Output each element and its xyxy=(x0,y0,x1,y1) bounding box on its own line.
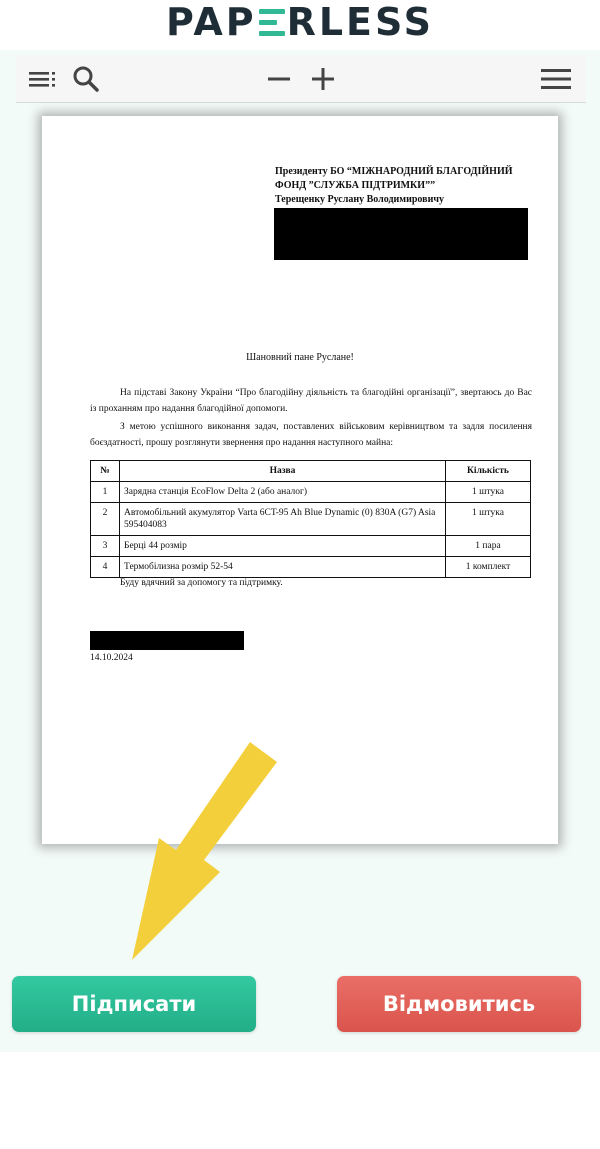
greeting: Шановний пане Руслане! xyxy=(246,352,354,363)
header-number: № xyxy=(91,461,120,482)
logo-e-mark-icon xyxy=(259,7,285,37)
row-number: 2 xyxy=(91,503,120,536)
header-quantity: Кількість xyxy=(446,461,531,482)
thanks-line: Буду вдячний за допомогу та підтримку. xyxy=(120,578,283,588)
row-quantity: 1 штука xyxy=(446,503,531,536)
row-quantity: 1 комплект xyxy=(446,557,531,578)
logo-text-left: PAP xyxy=(165,0,257,44)
table-row xyxy=(91,503,531,536)
row-name: Автомобільний акумулятор Varta 6CT-95 Ah Blue Dynamic (0) 830A (G7) Asia 595404083 xyxy=(120,503,446,536)
list-icon[interactable] xyxy=(26,56,60,102)
recipient-line-2: ФОНД ”СЛУЖБА ПІДТРИМКИ”” xyxy=(275,180,436,191)
row-quantity: 1 штука xyxy=(446,482,531,503)
document-date: 14.10.2024 xyxy=(90,653,133,663)
table-row xyxy=(91,557,531,578)
row-number: 3 xyxy=(91,536,120,557)
table-row xyxy=(91,536,531,557)
items-table xyxy=(90,460,531,578)
table-row xyxy=(91,482,531,503)
paragraph-1 xyxy=(90,386,532,417)
row-number: 1 xyxy=(91,482,120,503)
pointer-arrow-icon xyxy=(120,742,280,960)
menu-icon[interactable] xyxy=(536,56,576,102)
paragraph-2 xyxy=(90,420,532,451)
row-name: Берці 44 розмір xyxy=(120,536,446,557)
row-number: 4 xyxy=(91,557,120,578)
logo-text-right: RLESS xyxy=(286,0,435,44)
table-header-row xyxy=(91,461,531,482)
recipient-block xyxy=(275,165,535,207)
header-name: Назва xyxy=(120,461,446,482)
paragraph-2-text: З метою успішного виконання задач, поставлених військовим керівництвом та задля посилення боєздатності, прошу розглянути звернення про надання наступного майна: xyxy=(90,422,532,448)
paragraph-1-text: На підставі Закону України “Про благодійну діяльність та благодійні організації”, звертаюсь до Вас із проханням про надання благодійної допомоги. xyxy=(90,388,532,414)
row-name: Зарядна станція EcoFlow Delta 2 (або аналог) xyxy=(120,482,446,503)
document-page xyxy=(42,116,558,844)
row-quantity: 1 пара xyxy=(446,536,531,557)
sign-button[interactable]: Підписати xyxy=(12,976,256,1032)
search-icon[interactable] xyxy=(68,56,104,102)
recipient-line-1: Президенту БО “МІЖНАРОДНИЙ БЛАГОДІЙНИЙ xyxy=(275,166,513,177)
redacted-block xyxy=(274,208,528,260)
recipient-line-3: Терещенку Руслану Володимировичу xyxy=(275,194,444,205)
zoom-in-icon[interactable] xyxy=(308,56,338,102)
paperless-logo xyxy=(0,0,600,50)
zoom-out-icon[interactable] xyxy=(264,56,294,102)
document-toolbar xyxy=(16,56,586,103)
redacted-signature xyxy=(90,631,244,650)
row-name: Термобілизна розмір 52-54 xyxy=(120,557,446,578)
refuse-button[interactable]: Відмовитись xyxy=(337,976,581,1032)
